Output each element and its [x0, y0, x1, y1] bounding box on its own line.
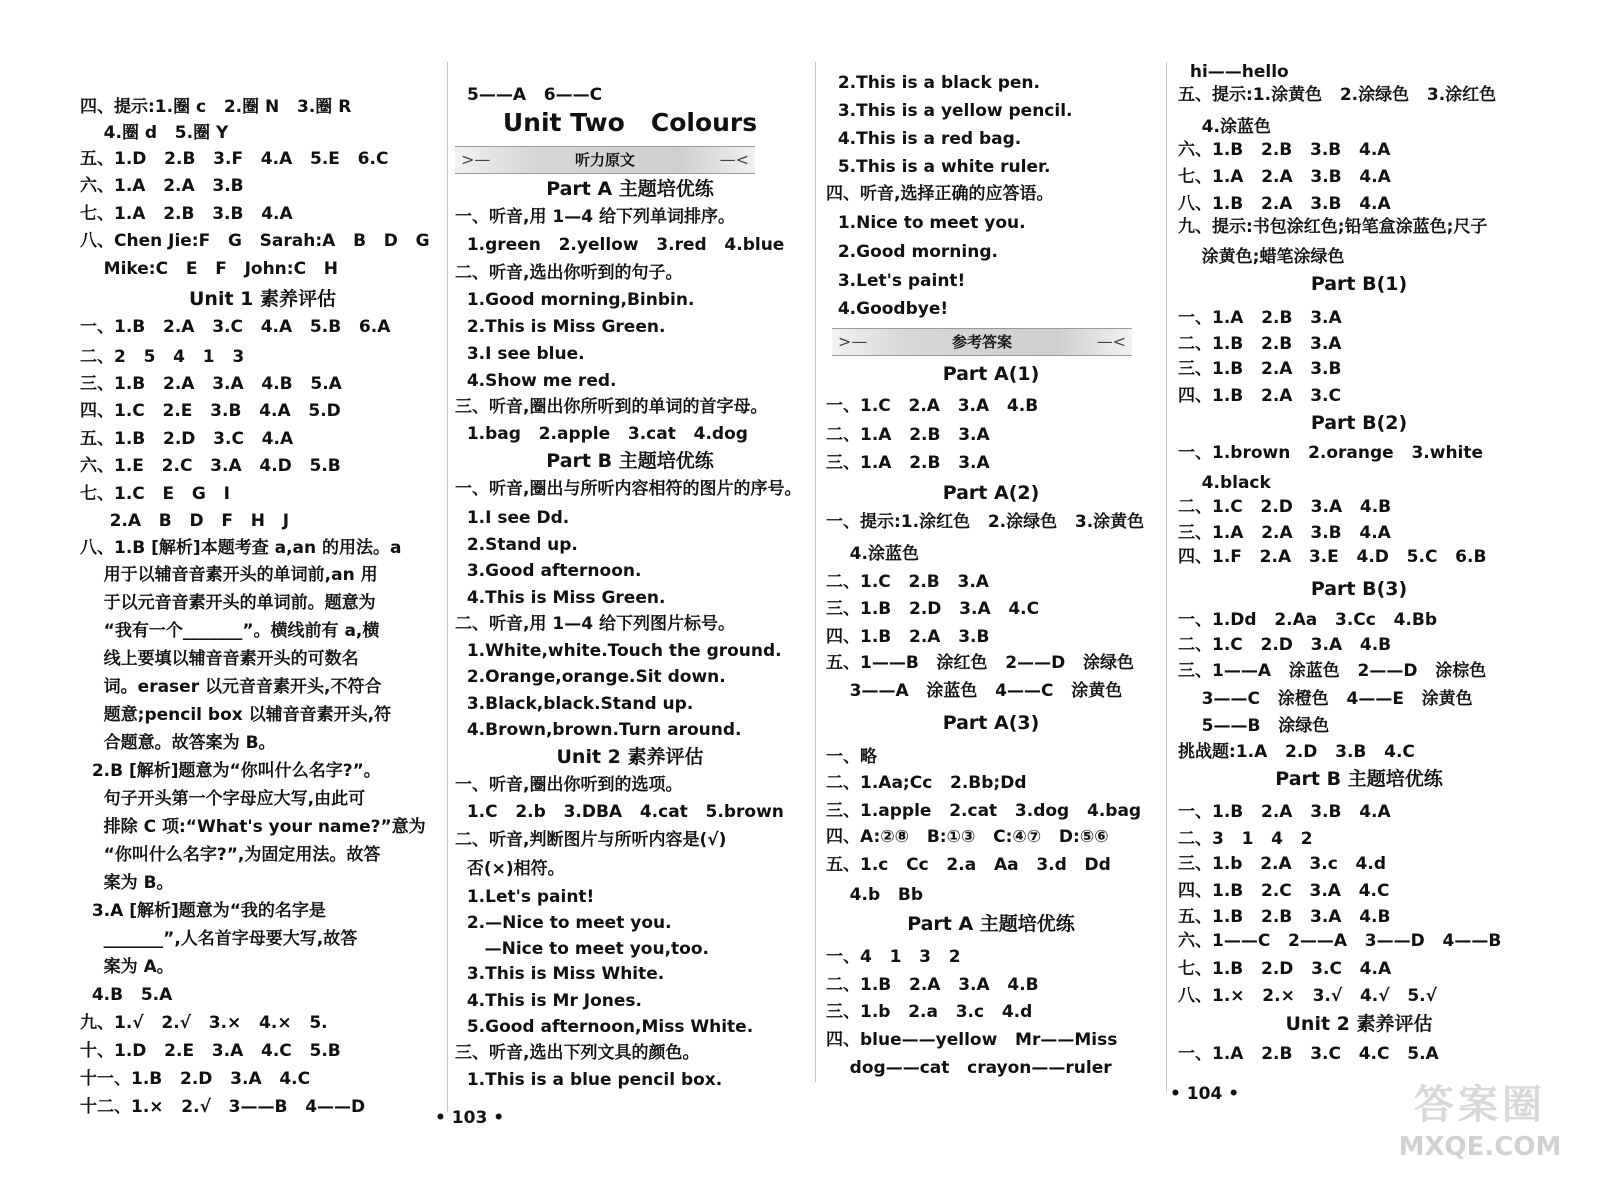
text-line: 六、1.E 2.C 3.A 4.D 5.B	[80, 456, 341, 476]
text-line: 八、1.B 2.A 3.B 4.A	[1178, 194, 1391, 214]
text-line: 三、1.B 2.A 3.A 4.B 5.A	[80, 374, 342, 394]
text-line: 1.Good morning,Binbin.	[455, 290, 695, 310]
text-line: 五、1.c Cc 2.a Aa 3.d Dd	[826, 855, 1111, 875]
text-line: 3.Good afternoon.	[455, 561, 642, 581]
text-line: 五、1.B 2.B 3.A 4.B	[1178, 907, 1391, 927]
text-line: 4.black	[1178, 473, 1271, 493]
text-line: 4.This is a red bag.	[826, 129, 1022, 149]
text-line: 八、Chen Jie:F G Sarah:A B D G	[80, 231, 430, 251]
text-line: 3.Let's paint!	[826, 271, 966, 291]
text-line: 八、1.× 2.× 3.√ 4.√ 5.√	[1178, 986, 1437, 1006]
text-line: 2.Stand up.	[455, 535, 578, 555]
text-line: 九、1.√ 2.√ 3.× 4.× 5.	[80, 1013, 328, 1033]
text-line: 四、1.C 2.E 3.B 4.A 5.D	[80, 401, 341, 421]
page-number: • 103 •	[435, 1108, 505, 1128]
text-line: 三、1.A 2.A 3.B 4.A	[1178, 523, 1391, 543]
column-1	[80, 0, 445, 1195]
text-line: 二、2 5 4 1 3	[80, 347, 245, 367]
text-line: 一、1.brown 2.orange 3.white	[1178, 443, 1484, 463]
text-line: 一、提示:1.涂红色 2.涂绿色 3.涂黄色	[826, 512, 1145, 532]
text-line: 1.Nice to meet you.	[826, 213, 1026, 233]
text-line: 合题意。故答案为 B。	[80, 733, 276, 753]
text-line: 1.Let's paint!	[455, 887, 595, 907]
text-line: 四、blue——yellow Mr——Miss	[826, 1030, 1118, 1050]
text-line: 四、1.B 2.C 3.A 4.C	[1178, 881, 1390, 901]
banner-label: 参考答案	[951, 333, 1012, 351]
text-line: 5.This is a white ruler.	[826, 157, 1051, 177]
text-line: 二、1.Aa;Cc 2.Bb;Dd	[826, 773, 1027, 793]
unit-title: Unit Two Colours	[502, 108, 758, 137]
section-heading: Part A 主题培优练	[546, 178, 714, 200]
text-line: 四、1.B 2.A 3.B	[826, 627, 990, 647]
text-line: 二、听音,判断图片与所听内容是(√)	[455, 830, 727, 850]
text-line: 一、4 1 3 2	[826, 947, 961, 967]
arrow-right-icon: —<	[719, 150, 749, 169]
text-line: 四、1.F 2.A 3.E 4.D 5.C 6.B	[1178, 547, 1487, 567]
watermark	[1380, 1080, 1580, 1180]
text-line: 六、1.B 2.B 3.B 4.A	[1178, 140, 1391, 160]
text-line: 2.This is a black pen.	[826, 73, 1040, 93]
text-line: 否(×)相符。	[455, 859, 565, 879]
section-heading: Unit 2 素养评估	[1285, 1013, 1433, 1035]
text-line: 一、1.B 2.A 3.C 4.A 5.B 6.A	[80, 317, 391, 337]
text-line: 二、1.B 2.A 3.A 4.B	[826, 975, 1039, 995]
arrow-left-icon: >—	[461, 150, 491, 169]
text-line: 一、听音,用 1—4 给下列单词排序。	[455, 207, 735, 227]
text-line: Mike:C E F John:C H	[80, 259, 339, 279]
text-line: 3.I see blue.	[455, 344, 585, 364]
text-line: _______”,人名首字母要大写,故答	[80, 929, 358, 949]
text-line: 二、1.C 2.D 3.A 4.B	[1178, 635, 1392, 655]
column-divider	[1166, 62, 1167, 1092]
text-line: 二、听音,选出你听到的句子。	[455, 263, 683, 283]
text-line: 4.涂蓝色	[826, 544, 919, 564]
text-line: 5——B 涂绿色	[1178, 716, 1330, 736]
section-heading: Part B(2)	[1310, 412, 1408, 434]
text-line: 三、1——A 涂蓝色 2——D 涂棕色	[1178, 661, 1487, 681]
text-line: 线上要填以辅音音素开头的可数名	[80, 649, 359, 669]
text-line: 2.Good morning.	[826, 242, 998, 262]
text-line: 二、1.A 2.B 3.A	[826, 425, 990, 445]
text-line: 于以元音音素开头的单词前。题意为	[80, 593, 376, 613]
text-line: 五、1.B 2.D 3.C 4.A	[80, 429, 294, 449]
text-line: 3.A [解析]题意为“我的名字是	[80, 901, 326, 921]
section-banner	[832, 328, 1132, 356]
column-2	[435, 0, 805, 1195]
section-banner	[455, 146, 755, 174]
text-line: 四、提示:1.圈 c 2.圈 N 3.圈 R	[80, 97, 352, 117]
text-line: 五、1——B 涂红色 2——D 涂绿色	[826, 653, 1134, 673]
arrow-left-icon: >—	[838, 332, 868, 351]
text-line: 一、1.Dd 2.Aa 3.Cc 4.Bb	[1178, 610, 1438, 630]
text-line: 八、1.B [解析]本题考查 a,an 的用法。a	[80, 538, 402, 558]
text-line: 三、1.apple 2.cat 3.dog 4.bag	[826, 801, 1142, 821]
text-line: “我有一个_______”。横线前有 a,横	[80, 621, 380, 641]
text-line: 案为 B。	[80, 873, 174, 893]
text-line: 九、提示:书包涂红色;铅笔盒涂蓝色;尺子	[1178, 217, 1488, 237]
text-line: hi——hello	[1178, 62, 1289, 82]
text-line: 1.green 2.yellow 3.red 4.blue	[455, 235, 785, 255]
section-heading: Part A 主题培优练	[907, 913, 1075, 935]
text-line: 四、1.B 2.A 3.C	[1178, 386, 1341, 406]
section-heading: Part B(3)	[1310, 578, 1408, 600]
text-line: 挑战题:1.A 2.D 3.B 4.C	[1178, 742, 1415, 762]
text-line: 三、1.A 2.B 3.A	[826, 453, 990, 473]
text-line: dog——cat crayon——ruler	[826, 1058, 1112, 1078]
column-divider	[447, 62, 448, 1112]
text-line: 4.涂蓝色	[1178, 117, 1271, 137]
text-line: 案为 A。	[80, 957, 174, 977]
text-line: 十一、1.B 2.D 3.A 4.C	[80, 1069, 311, 1089]
text-line: 1.C 2.b 3.DBA 4.cat 5.brown	[455, 802, 784, 822]
text-line: 5.Good afternoon,Miss White.	[455, 1017, 754, 1037]
text-line: 三、1.B 2.A 3.B	[1178, 359, 1342, 379]
text-line: 十二、1.× 2.√ 3——B 4——D	[80, 1097, 366, 1117]
text-line: 十、1.D 2.E 3.A 4.C 5.B	[80, 1041, 341, 1061]
text-line: 1.I see Dd.	[455, 508, 570, 528]
text-line: “你叫什么名字?”,为固定用法。故答	[80, 845, 381, 865]
text-line: 五、提示:1.涂黄色 2.涂绿色 3.涂红色	[1178, 85, 1497, 105]
text-line: 一、1.C 2.A 3.A 4.B	[826, 396, 1039, 416]
column-4	[1170, 0, 1540, 1195]
watermark-logo: 答案圈	[1414, 1082, 1546, 1128]
text-line: 三、1.b 2.a 3.c 4.d	[826, 1002, 1033, 1022]
text-line: 3——A 涂蓝色 4——C 涂黄色	[826, 681, 1123, 701]
text-line: 2.This is Miss Green.	[455, 317, 666, 337]
section-heading: Part A(3)	[942, 712, 1040, 734]
arrow-right-icon: —<	[1096, 332, 1126, 351]
text-line: 2.—Nice to meet you.	[455, 913, 672, 933]
text-line: 三、1.B 2.D 3.A 4.C	[826, 599, 1040, 619]
section-heading: Part B 主题培优练	[546, 450, 714, 472]
text-line: 4.B 5.A	[80, 985, 173, 1005]
column-3	[826, 0, 1156, 1195]
text-line: 4.This is Miss Green.	[455, 588, 666, 608]
text-line: 七、1.A 2.B 3.B 4.A	[80, 204, 293, 224]
text-line: 4.圈 d 5.圈 Y	[80, 123, 229, 143]
text-line: 2.A B D F H J	[80, 511, 290, 531]
text-line: 七、1.C E G I	[80, 484, 230, 504]
column-divider	[815, 62, 816, 1082]
section-heading: Unit 2 素养评估	[556, 746, 704, 768]
text-line: 二、1.C 2.B 3.A	[826, 572, 989, 592]
text-line: 词。eraser 以元音音素开头,不符合	[80, 677, 382, 697]
text-line: 一、1.A 2.B 3.A	[1178, 308, 1342, 328]
text-line: 3.This is Miss White.	[455, 964, 665, 984]
text-line: 3.Black,black.Stand up.	[455, 694, 694, 714]
text-line: 2.Orange,orange.Sit down.	[455, 667, 726, 687]
text-line: 四、听音,选择正确的应答语。	[826, 184, 1054, 204]
text-line: 四、A:②⑧ B:①③ C:④⑦ D:⑤⑥	[826, 827, 1109, 847]
text-line: 4.This is Mr Jones.	[455, 991, 642, 1011]
text-line: 3——C 涂橙色 4——E 涂黄色	[1178, 689, 1473, 709]
text-line: 二、听音,用 1—4 给下列图片标号。	[455, 614, 735, 634]
page-number: • 104 •	[1170, 1084, 1240, 1104]
text-line: 一、听音,圈出与所听内容相符的图片的序号。	[455, 479, 802, 499]
text-line: 1.bag 2.apple 3.cat 4.dog	[455, 424, 748, 444]
text-line: 一、1.B 2.A 3.B 4.A	[1178, 802, 1391, 822]
watermark-url: MXQE.COM	[1398, 1132, 1562, 1162]
text-line: 句子开头第一个字母应大写,由此可	[80, 789, 366, 809]
text-line: —Nice to meet you,too.	[455, 939, 709, 959]
text-line: 一、略	[826, 747, 877, 767]
text-line: 五、1.D 2.B 3.F 4.A 5.E 6.C	[80, 149, 389, 169]
section-heading: Part A(1)	[942, 363, 1040, 385]
text-line: 4.Show me red.	[455, 371, 617, 391]
text-line: 三、1.b 2.A 3.c 4.d	[1178, 854, 1386, 874]
text-line: 4.b Bb	[826, 885, 924, 905]
text-line: 三、听音,圈出你所听到的单词的首字母。	[455, 397, 768, 417]
text-line: 3.This is a yellow pencil.	[826, 101, 1073, 121]
text-line: 涂黄色;蜡笔涂绿色	[1178, 247, 1345, 267]
section-heading: Part B 主题培优练	[1275, 768, 1443, 790]
text-line: 5——A 6——C	[467, 85, 603, 105]
section-heading: Part A(2)	[942, 482, 1040, 504]
text-line: 4.Goodbye!	[826, 299, 949, 319]
text-line: 二、1.C 2.D 3.A 4.B	[1178, 497, 1392, 517]
text-line: 一、听音,圈出你听到的选项。	[455, 775, 683, 795]
text-line: 4.Brown,brown.Turn around.	[455, 720, 742, 740]
text-line: 一、1.A 2.B 3.C 4.C 5.A	[1178, 1044, 1439, 1064]
text-line: 六、1.A 2.A 3.B	[80, 176, 244, 196]
text-line: 1.This is a blue pencil box.	[455, 1070, 723, 1090]
text-line: 排除 C 项:“What's your name?”意为	[80, 817, 426, 837]
text-line: 1.White,white.Touch the ground.	[455, 641, 782, 661]
section-heading: Unit 1 素养评估	[189, 288, 336, 310]
text-line: 2.B [解析]题意为“你叫什么名字?”。	[80, 761, 381, 781]
text-line: 二、3 1 4 2	[1178, 829, 1313, 849]
text-line: 用于以辅音音素开头的单词前,an 用	[80, 565, 378, 585]
text-line: 七、1.A 2.A 3.B 4.A	[1178, 167, 1391, 187]
text-line: 二、1.B 2.B 3.A	[1178, 334, 1342, 354]
text-line: 三、听音,选出下列文具的颜色。	[455, 1043, 700, 1063]
text-line: 六、1——C 2——A 3——D 4——B	[1178, 931, 1502, 951]
section-heading: Part B(1)	[1310, 273, 1408, 295]
text-line: 七、1.B 2.D 3.C 4.A	[1178, 959, 1392, 979]
banner-label: 听力原文	[574, 151, 635, 169]
text-line: 题意;pencil box 以辅音音素开头,符	[80, 705, 392, 725]
